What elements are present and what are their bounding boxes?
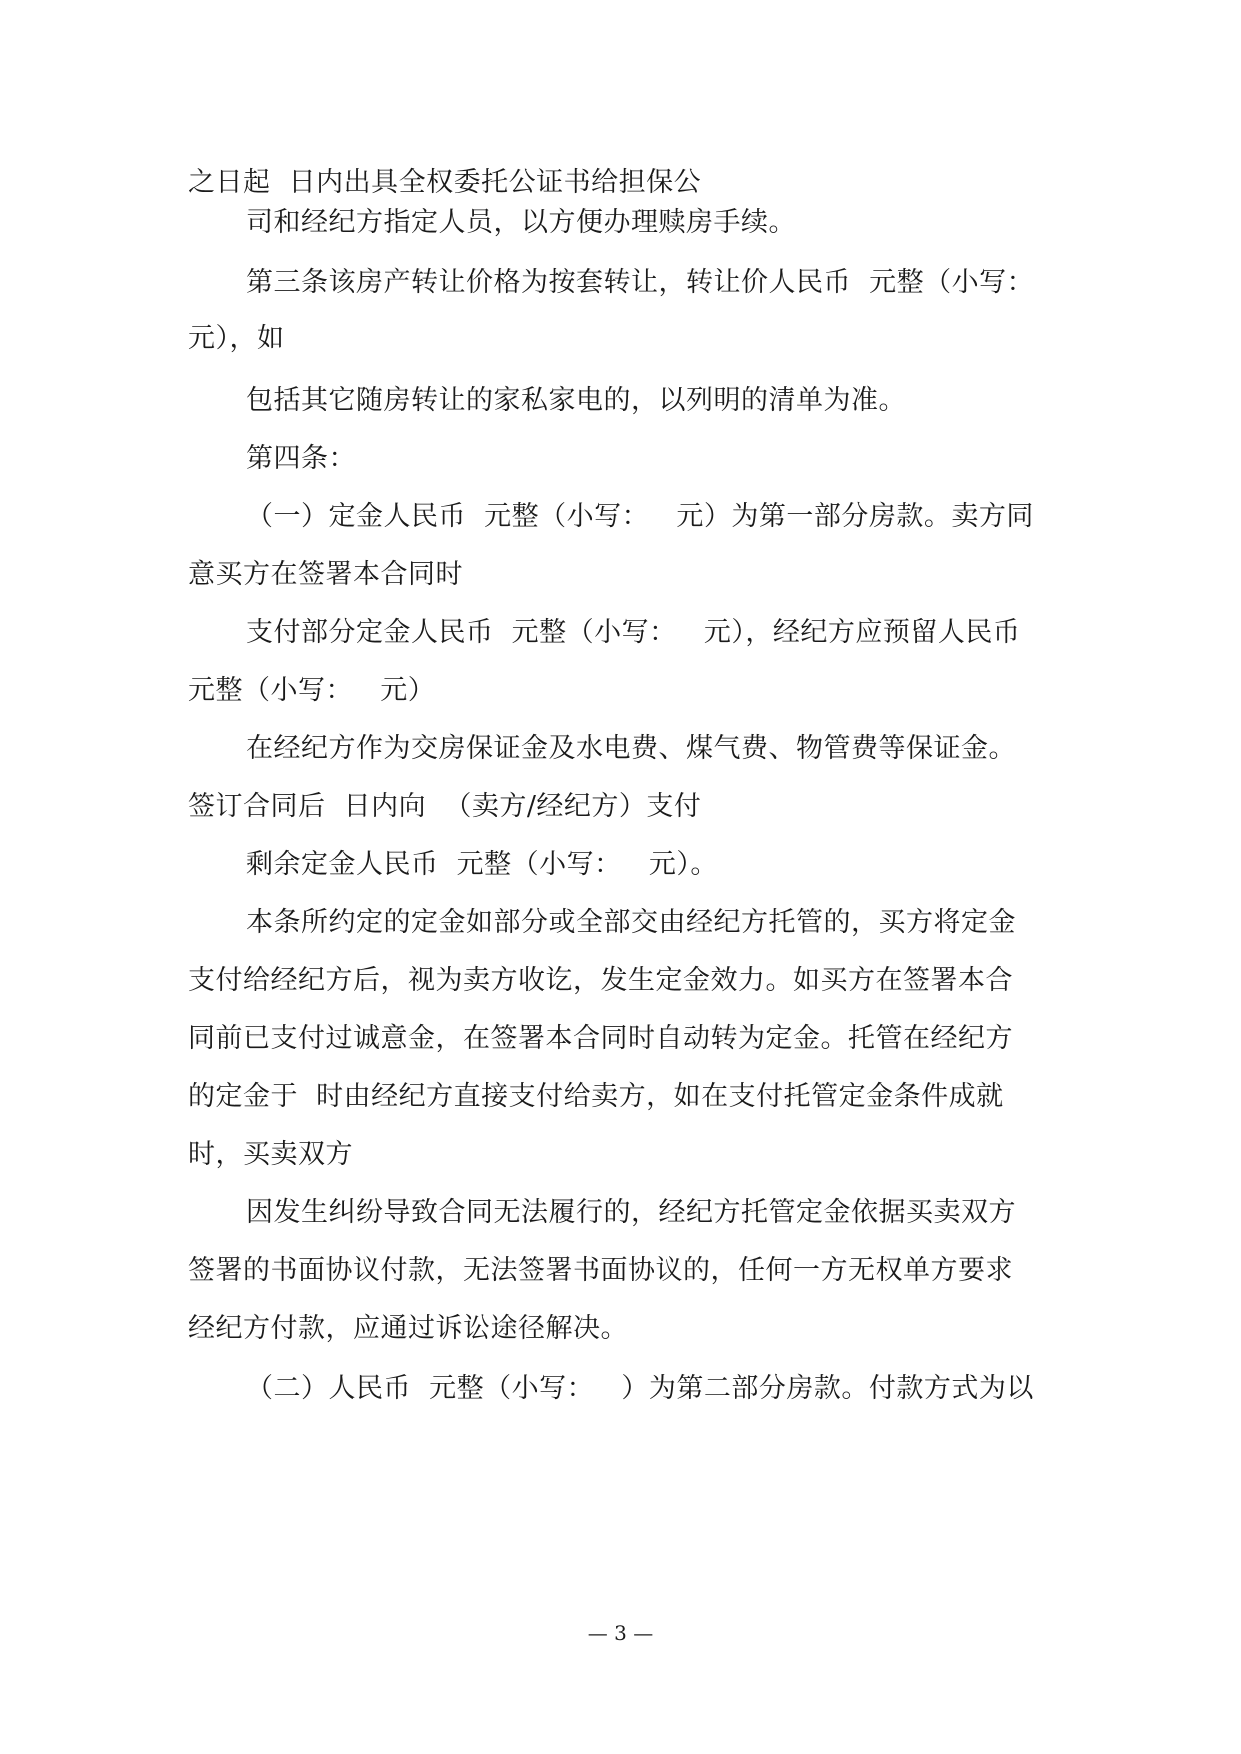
text-line: 司和经纪方指定人员，以方便办理赎房手续。	[246, 207, 796, 238]
text-line: 签订合同后 日内向 （卖方/经纪方）支付	[188, 791, 702, 822]
text-line: 第四条：	[246, 443, 356, 474]
text-line: 的定金于 时由经纪方直接支付给卖方，如在支付托管定金条件成就	[188, 1081, 1004, 1112]
text-line: 支付给经纪方后，视为卖方收讫，发生定金效力。如买方在签署本合	[188, 965, 1013, 996]
text-line: 包括其它随房转让的家私家电的，以列明的清单为准。	[246, 385, 906, 416]
text-line: 经纪方付款，应通过诉讼途径解决。	[188, 1313, 628, 1344]
text-line: 元），如	[188, 323, 285, 354]
text-line: 时，买卖双方	[188, 1139, 353, 1170]
text-line: 在经纪方作为交房保证金及水电费、煤气费、物管费等保证金。	[246, 733, 1016, 764]
text-line: 同前已支付过诚意金，在签署本合同时自动转为定金。托管在经纪方	[188, 1023, 1013, 1054]
text-line: 因发生纠纷导致合同无法履行的，经纪方托管定金依据买卖双方	[246, 1197, 1016, 1228]
text-line: 第三条该房产转让价格为按套转让，转让价人民币 元整（小写：	[246, 267, 1035, 298]
text-line: 签署的书面协议付款，无法签署书面协议的，任何一方无权单方要求	[188, 1255, 1013, 1286]
text-line: （二）人民币 元整（小写： ）为第二部分房款。付款方式为以	[246, 1373, 1034, 1404]
text-line: （一）定金人民币 元整（小写： 元）为第一部分房款。卖方同	[246, 501, 1034, 532]
text-line: 之日起 日内出具全权委托公证书给担保公	[188, 167, 702, 198]
text-line: 本条所约定的定金如部分或全部交由经纪方托管的，买方将定金	[246, 907, 1016, 938]
text-line: 元整（小写： 元）	[188, 675, 436, 706]
text-line: 支付部分定金人民币 元整（小写： 元），经纪方应预留人民币	[246, 617, 1021, 648]
text-line: 意买方在签署本合同时	[188, 559, 463, 590]
page-number: — 3 —	[587, 1621, 654, 1645]
text-line: 剩余定金人民币 元整（小写： 元）。	[246, 849, 718, 880]
